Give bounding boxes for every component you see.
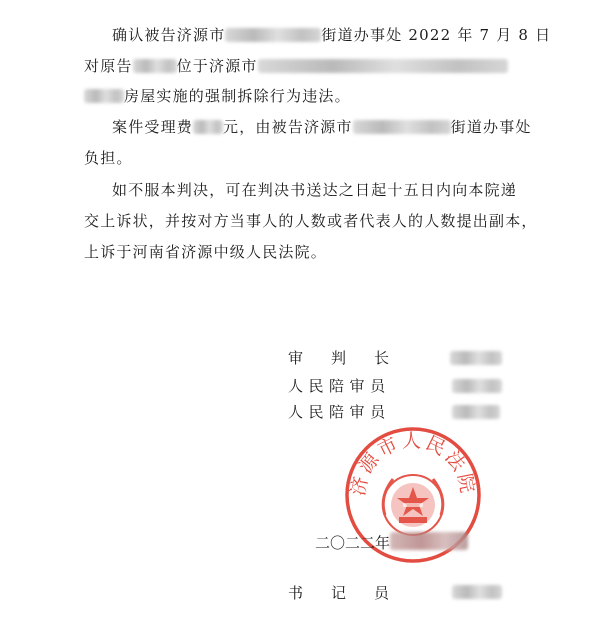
redacted-text bbox=[225, 28, 321, 42]
text: 位于济源市 bbox=[176, 57, 258, 75]
char: 记 bbox=[331, 584, 347, 602]
judge-name-redacted bbox=[450, 351, 502, 365]
para3-line1 bbox=[112, 180, 517, 200]
para1-line2 bbox=[84, 56, 508, 76]
text: 街道办事处 bbox=[450, 118, 532, 136]
text: 交上诉状，并按对方当事人的人数或者代表人的人数提出副本， bbox=[84, 212, 538, 230]
redacted-address bbox=[258, 59, 508, 73]
text: 元，由被告济源市 bbox=[223, 118, 353, 136]
char: 人 bbox=[288, 403, 309, 421]
para1-line1 bbox=[112, 25, 551, 45]
clerk-label bbox=[288, 583, 389, 603]
emblem-icon bbox=[383, 475, 443, 535]
char: 审 bbox=[349, 403, 371, 421]
char: 民 bbox=[308, 377, 330, 395]
text: 负担。 bbox=[84, 149, 133, 167]
char: 员 bbox=[370, 377, 391, 395]
para3-line2 bbox=[84, 211, 538, 231]
judge-label bbox=[288, 348, 389, 368]
text: 案件受理费 bbox=[112, 118, 194, 136]
text: 如不服本判决，可在判决书送达之日起十五日内向本院递 bbox=[112, 181, 518, 199]
para3-line3 bbox=[84, 242, 327, 262]
para2-line2 bbox=[84, 148, 133, 168]
clerk-name-redacted bbox=[452, 585, 502, 599]
redacted-name bbox=[133, 59, 177, 73]
juror1-label bbox=[288, 376, 391, 396]
char: 民 bbox=[308, 403, 330, 421]
juror2-name-redacted bbox=[452, 405, 500, 419]
redacted-amount bbox=[193, 120, 223, 134]
date-prefix: 二〇二二年 bbox=[315, 534, 391, 552]
char: 判 bbox=[331, 349, 347, 367]
svg-text:济源市人民法院: 济源市人民法院 bbox=[347, 430, 479, 498]
char: 陪 bbox=[329, 403, 350, 421]
char: 人 bbox=[288, 377, 309, 395]
text: 街道办事处 2022 年 7 月 8 日 bbox=[321, 26, 552, 44]
date-line bbox=[315, 532, 468, 553]
redacted-address bbox=[84, 89, 124, 103]
char: 审 bbox=[288, 349, 304, 367]
date-redacted bbox=[390, 532, 468, 550]
para1-line3 bbox=[84, 86, 351, 106]
redacted-street bbox=[353, 120, 451, 134]
char: 审 bbox=[349, 377, 371, 395]
char: 员 bbox=[374, 584, 390, 602]
juror1-name-redacted bbox=[452, 379, 502, 393]
char: 长 bbox=[374, 349, 390, 367]
text: 对原告 bbox=[84, 57, 133, 75]
para2-line1 bbox=[112, 117, 532, 137]
text: 确认被告济源市 bbox=[112, 26, 226, 44]
char: 陪 bbox=[329, 377, 350, 395]
char: 员 bbox=[370, 403, 391, 421]
juror2-label bbox=[288, 402, 391, 422]
char: 书 bbox=[288, 584, 304, 602]
text: 房屋实施的强制拆除行为违法。 bbox=[124, 87, 351, 105]
text: 上诉于河南省济源中级人民法院。 bbox=[84, 243, 328, 261]
